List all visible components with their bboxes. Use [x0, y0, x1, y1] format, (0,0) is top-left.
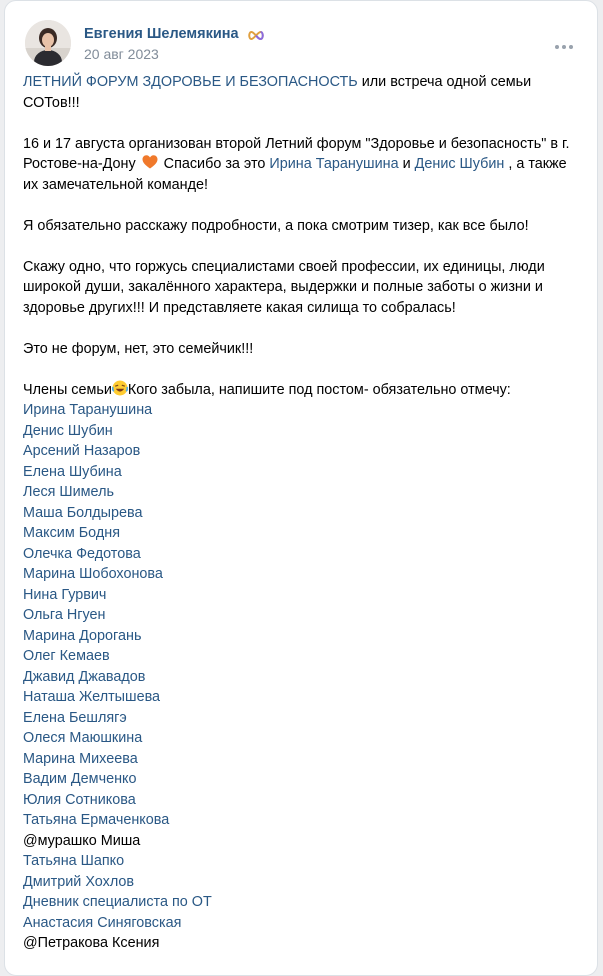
member-link[interactable]: Дмитрий Хохлов: [23, 873, 135, 890]
member-link[interactable]: Дневник специалиста по ОТ: [23, 894, 212, 910]
mention-denis[interactable]: Денис Шубин: [414, 156, 505, 172]
post-paragraph-3: Я обязательно расскажу подробности, а пока смотрим тизер, как все было!: [23, 217, 529, 234]
member-link[interactable]: Нина Гурвич: [23, 586, 107, 603]
author-name-text[interactable]: Евгения Шелемякина: [84, 26, 239, 42]
laughing-tears-emoji: [112, 380, 128, 396]
member-link[interactable]: Татьяна Ермаченкова: [23, 812, 170, 828]
post-paragraph-4: Скажу одно, что горжусь специалистами своей профессии, их единицы, люди широкой души, закалённого характера, выдержки и полные заботы о жизни и здоровье других!!! И представляете какая силища то собралась!: [23, 258, 545, 316]
member-link[interactable]: Ольга Нгуен: [23, 607, 106, 623]
member-link[interactable]: Анастасия Синяговская: [23, 914, 182, 931]
member-link[interactable]: Марина Дорогань: [23, 627, 142, 644]
member-link[interactable]: Леся Шимель: [23, 484, 114, 500]
para2-text-after: , а также их замечательной команде!: [23, 156, 567, 193]
more-horizontal-icon[interactable]: [553, 39, 575, 49]
member-link[interactable]: Наташа Желтышева: [23, 689, 161, 705]
infinity-icon: [247, 29, 265, 45]
members-intro-after: Кого забыла, напишите под постом- обязательно отмечу:: [127, 381, 511, 398]
mention-irina[interactable]: Ирина Таранушина: [269, 156, 399, 172]
member-link[interactable]: Татьяна Шапко: [23, 853, 125, 869]
member-link[interactable]: Маша Болдырева: [23, 504, 143, 521]
member-link[interactable]: Ирина Таранушина: [23, 402, 153, 418]
member-link[interactable]: Юлия Сотникова: [23, 791, 136, 808]
para2-and: и: [398, 156, 415, 172]
post-paragraph-5: Это не форум, нет, это семейчик!!!: [23, 340, 254, 357]
post-card: [4, 0, 598, 976]
member-link[interactable]: Елена Бешлягэ: [23, 709, 127, 726]
member-link[interactable]: Максим Бодня: [23, 525, 121, 541]
member-link[interactable]: Елена Шубина: [23, 463, 122, 480]
member-link[interactable]: Джавид Джавадов: [23, 668, 146, 685]
member-mention: @Петракова Ксения: [23, 935, 160, 951]
para1-text: или встреча одной семьи СОТов!!!: [23, 74, 532, 111]
member-link[interactable]: Вадим Демченко: [23, 771, 137, 787]
post-header: [5, 1, 597, 71]
para2-thanks: Спасибо за это: [159, 156, 270, 172]
member-link[interactable]: Олег Кемаев: [23, 648, 110, 664]
member-link[interactable]: Олеся Маюшкина: [23, 730, 143, 746]
forum-link[interactable]: ЛЕТНИЙ ФОРУМ ЗДОРОВЬЕ И БЕЗОПАСНОСТЬ: [23, 74, 358, 90]
member-link[interactable]: Олечка Федотова: [23, 545, 141, 562]
author-name[interactable]: [84, 26, 265, 45]
post-paragraph-1: [23, 72, 583, 113]
post-paragraph-2: [23, 134, 583, 196]
member-mention: @мурашко Миша: [23, 832, 141, 849]
members-list: [23, 400, 583, 954]
members-intro: [23, 380, 583, 401]
author-avatar[interactable]: [25, 20, 71, 66]
member-link[interactable]: Денис Шубин: [23, 422, 113, 439]
post-date[interactable]: 20 авг 2023: [84, 46, 159, 62]
members-intro-before: Члены семьи: [23, 381, 112, 398]
para2-text-before: 16 и 17 августа организован второй Летний форум "Здоровье и безопасность" в г. Ростове-на-Дону: [23, 135, 570, 172]
member-link[interactable]: Марина Шобохонова: [23, 566, 163, 582]
member-link[interactable]: Марина Михеева: [23, 750, 138, 767]
post-text: [23, 72, 583, 954]
orange-heart-emoji: [142, 154, 158, 170]
member-link[interactable]: Арсений Назаров: [23, 443, 141, 459]
